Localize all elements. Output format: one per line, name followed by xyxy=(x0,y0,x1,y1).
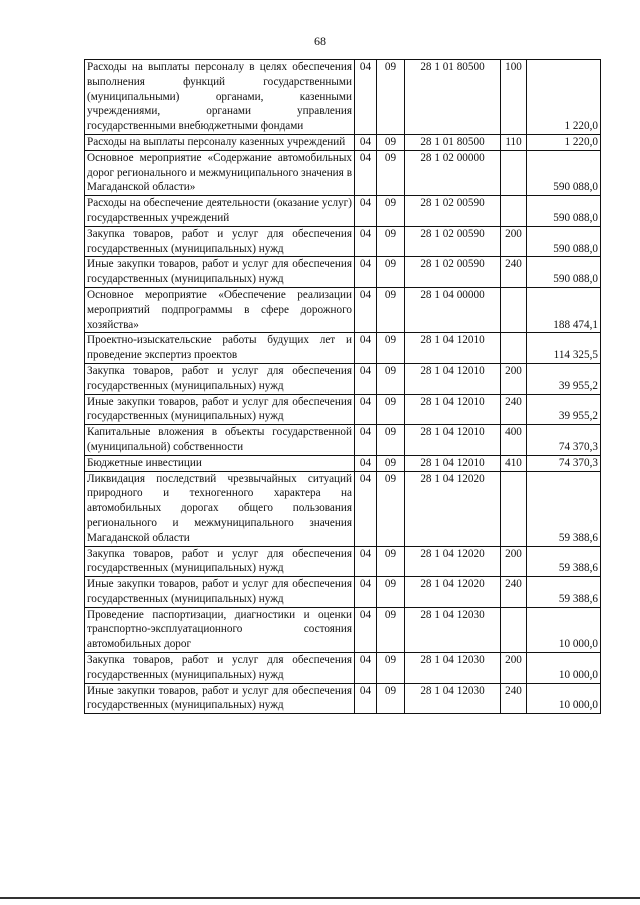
amount-cell: 10 000,0 xyxy=(527,607,601,652)
subsection-code-cell: 09 xyxy=(377,425,405,456)
subsection-code-cell: 09 xyxy=(377,196,405,227)
target-article-cell: 28 1 02 00590 xyxy=(405,226,501,257)
expense-name-cell: Расходы на выплаты персоналу казенных учреждений xyxy=(85,134,355,150)
table-row xyxy=(85,196,601,227)
expense-type-cell: 200 xyxy=(501,226,527,257)
expense-type-cell: 110 xyxy=(501,134,527,150)
table-row xyxy=(85,287,601,332)
table-row xyxy=(85,150,601,195)
table-row xyxy=(85,134,601,150)
expense-type-cell: 100 xyxy=(501,60,527,135)
amount-cell: 74 370,3 xyxy=(527,455,601,471)
target-article-cell: 28 1 02 00590 xyxy=(405,196,501,227)
table-row xyxy=(85,577,601,608)
page-number: 68 xyxy=(314,34,326,48)
expense-type-cell xyxy=(501,607,527,652)
table-row xyxy=(85,394,601,425)
subsection-code-cell: 09 xyxy=(377,394,405,425)
section-code-cell: 04 xyxy=(355,577,377,608)
section-code-cell: 04 xyxy=(355,134,377,150)
section-code-cell: 04 xyxy=(355,683,377,714)
page-bottom-rule xyxy=(0,897,640,899)
table-row xyxy=(85,653,601,684)
section-code-cell: 04 xyxy=(355,257,377,288)
section-code-cell: 04 xyxy=(355,653,377,684)
expense-type-cell: 240 xyxy=(501,257,527,288)
subsection-code-cell: 09 xyxy=(377,546,405,577)
target-article-cell: 28 1 02 00000 xyxy=(405,150,501,195)
expense-name-cell: Бюджетные инвестиции xyxy=(85,455,355,471)
subsection-code-cell: 09 xyxy=(377,471,405,546)
amount-cell: 590 088,0 xyxy=(527,226,601,257)
table-row xyxy=(85,683,601,714)
budget-table xyxy=(84,59,601,714)
target-article-cell: 28 1 04 12010 xyxy=(405,425,501,456)
expense-name-cell: Основное мероприятие «Обеспечение реализации мероприятий подпрограммы в сфере дорожного хозяйства» xyxy=(85,287,355,332)
amount-cell: 114 325,5 xyxy=(527,333,601,364)
expense-name-cell: Закупка товаров, работ и услуг для обеспечения государственных (муниципальных) нужд xyxy=(85,226,355,257)
target-article-cell: 28 1 04 12020 xyxy=(405,546,501,577)
section-code-cell: 04 xyxy=(355,425,377,456)
target-article-cell: 28 1 04 12010 xyxy=(405,455,501,471)
target-article-cell: 28 1 04 12030 xyxy=(405,683,501,714)
budget-table-body xyxy=(85,60,601,714)
expense-type-cell xyxy=(501,333,527,364)
target-article-cell: 28 1 04 12010 xyxy=(405,363,501,394)
amount-cell: 590 088,0 xyxy=(527,196,601,227)
subsection-code-cell: 09 xyxy=(377,333,405,364)
amount-cell: 188 474,1 xyxy=(527,287,601,332)
section-code-cell: 04 xyxy=(355,363,377,394)
expense-name-cell: Основное мероприятие «Содержание автомобильных дорог регионального и межмуниципального значения в Магаданской области» xyxy=(85,150,355,195)
expense-name-cell: Иные закупки товаров, работ и услуг для обеспечения государственных (муниципальных) нужд xyxy=(85,257,355,288)
subsection-code-cell: 09 xyxy=(377,134,405,150)
expense-type-cell xyxy=(501,150,527,195)
expense-type-cell: 200 xyxy=(501,546,527,577)
subsection-code-cell: 09 xyxy=(377,455,405,471)
expense-type-cell: 200 xyxy=(501,653,527,684)
subsection-code-cell: 09 xyxy=(377,653,405,684)
amount-cell: 59 388,6 xyxy=(527,471,601,546)
subsection-code-cell: 09 xyxy=(377,607,405,652)
subsection-code-cell: 09 xyxy=(377,683,405,714)
target-article-cell: 28 1 04 12030 xyxy=(405,653,501,684)
section-code-cell: 04 xyxy=(355,150,377,195)
amount-cell: 10 000,0 xyxy=(527,683,601,714)
expense-name-cell: Расходы на обеспечение деятельности (оказание услуг) государственных учреждений xyxy=(85,196,355,227)
table-row xyxy=(85,257,601,288)
expense-name-cell: Ликвидация последствий чрезвычайных ситуаций природного и техногенного характера на автомобильных дорогах общего пользования регионального и межмуниципального значения Магаданской области xyxy=(85,471,355,546)
subsection-code-cell: 09 xyxy=(377,363,405,394)
section-code-cell: 04 xyxy=(355,455,377,471)
amount-cell: 39 955,2 xyxy=(527,363,601,394)
amount-cell: 10 000,0 xyxy=(527,653,601,684)
subsection-code-cell: 09 xyxy=(377,150,405,195)
expense-type-cell xyxy=(501,471,527,546)
expense-type-cell: 400 xyxy=(501,425,527,456)
target-article-cell: 28 1 04 12020 xyxy=(405,577,501,608)
amount-cell: 590 088,0 xyxy=(527,150,601,195)
target-article-cell: 28 1 04 12010 xyxy=(405,394,501,425)
expense-name-cell: Закупка товаров, работ и услуг для обеспечения государственных (муниципальных) нужд xyxy=(85,363,355,394)
section-code-cell: 04 xyxy=(355,196,377,227)
expense-name-cell: Иные закупки товаров, работ и услуг для обеспечения государственных (муниципальных) нужд xyxy=(85,394,355,425)
table-row xyxy=(85,425,601,456)
expense-type-cell: 200 xyxy=(501,363,527,394)
section-code-cell: 04 xyxy=(355,333,377,364)
expense-type-cell: 240 xyxy=(501,577,527,608)
amount-cell: 59 388,6 xyxy=(527,546,601,577)
target-article-cell: 28 1 01 80500 xyxy=(405,60,501,135)
target-article-cell: 28 1 02 00590 xyxy=(405,257,501,288)
table-row xyxy=(85,226,601,257)
table-row xyxy=(85,60,601,135)
table-row xyxy=(85,546,601,577)
subsection-code-cell: 09 xyxy=(377,226,405,257)
expense-type-cell: 410 xyxy=(501,455,527,471)
section-code-cell: 04 xyxy=(355,546,377,577)
expense-type-cell xyxy=(501,287,527,332)
section-code-cell: 04 xyxy=(355,394,377,425)
target-article-cell: 28 1 04 12010 xyxy=(405,333,501,364)
expense-type-cell xyxy=(501,196,527,227)
target-article-cell: 28 1 04 12020 xyxy=(405,471,501,546)
expense-name-cell: Расходы на выплаты персоналу в целях обеспечения выполнения функций государственными (муниципальными) органами, казенными учреждениями, органами управления государственными внебюджетными фондами xyxy=(85,60,355,135)
section-code-cell: 04 xyxy=(355,471,377,546)
amount-cell: 39 955,2 xyxy=(527,394,601,425)
expense-name-cell: Закупка товаров, работ и услуг для обеспечения государственных (муниципальных) нужд xyxy=(85,653,355,684)
target-article-cell: 28 1 01 80500 xyxy=(405,134,501,150)
target-article-cell: 28 1 04 00000 xyxy=(405,287,501,332)
expense-name-cell: Проектно-изыскательские работы будущих лет и проведение экспертиз проектов xyxy=(85,333,355,364)
subsection-code-cell: 09 xyxy=(377,60,405,135)
table-row xyxy=(85,471,601,546)
expense-name-cell: Закупка товаров, работ и услуг для обеспечения государственных (муниципальных) нужд xyxy=(85,546,355,577)
amount-cell: 1 220,0 xyxy=(527,134,601,150)
amount-cell: 590 088,0 xyxy=(527,257,601,288)
section-code-cell: 04 xyxy=(355,287,377,332)
amount-cell: 1 220,0 xyxy=(527,60,601,135)
subsection-code-cell: 09 xyxy=(377,257,405,288)
section-code-cell: 04 xyxy=(355,607,377,652)
expense-name-cell: Капитальные вложения в объекты государственной (муниципальной) собственности xyxy=(85,425,355,456)
expense-type-cell: 240 xyxy=(501,683,527,714)
expense-type-cell: 240 xyxy=(501,394,527,425)
amount-cell: 59 388,6 xyxy=(527,577,601,608)
target-article-cell: 28 1 04 12030 xyxy=(405,607,501,652)
expense-name-cell: Проведение паспортизации, диагностики и оценки транспортно-эксплуатационного состояния автомобильных дорог xyxy=(85,607,355,652)
subsection-code-cell: 09 xyxy=(377,577,405,608)
expense-name-cell: Иные закупки товаров, работ и услуг для обеспечения государственных (муниципальных) нужд xyxy=(85,577,355,608)
table-row xyxy=(85,455,601,471)
section-code-cell: 04 xyxy=(355,226,377,257)
section-code-cell: 04 xyxy=(355,60,377,135)
subsection-code-cell: 09 xyxy=(377,287,405,332)
table-row xyxy=(85,363,601,394)
table-row xyxy=(85,333,601,364)
amount-cell: 74 370,3 xyxy=(527,425,601,456)
expense-name-cell: Иные закупки товаров, работ и услуг для обеспечения государственных (муниципальных) нужд xyxy=(85,683,355,714)
table-row xyxy=(85,607,601,652)
